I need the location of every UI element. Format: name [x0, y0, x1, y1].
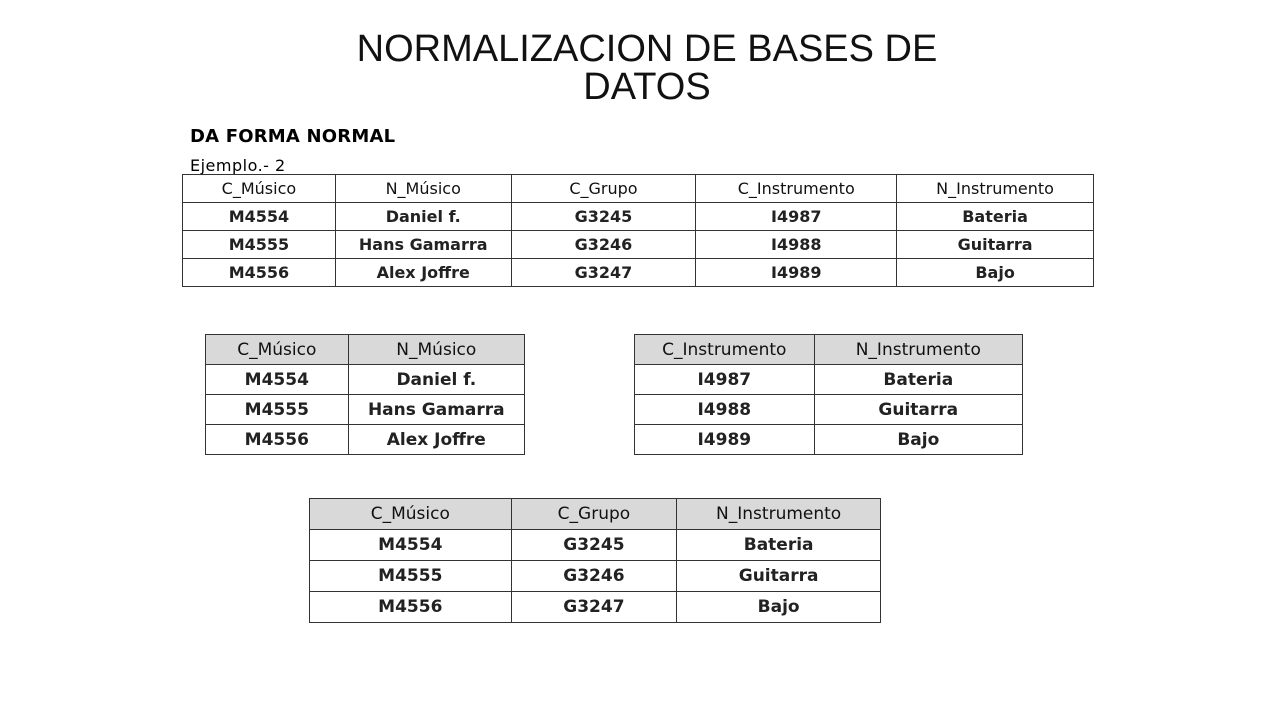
grupo-table [309, 498, 881, 623]
column-header: N_Músico [335, 175, 511, 203]
table-cell: M4555 [310, 561, 512, 592]
table-cell: I4987 [635, 365, 815, 395]
table-cell: Bajo [897, 259, 1094, 287]
table-cell: G3246 [511, 231, 696, 259]
table-cell: Daniel f. [348, 365, 524, 395]
table-cell: M4554 [206, 365, 349, 395]
table-row [183, 259, 1094, 287]
slide-title [300, 30, 994, 106]
table-cell: I4989 [635, 425, 815, 455]
table-cell: Guitarra [897, 231, 1094, 259]
table-header-row [635, 335, 1023, 365]
table-row [206, 395, 525, 425]
table-cell: Bateria [814, 365, 1022, 395]
table-header-row [310, 499, 881, 530]
table-row [183, 203, 1094, 231]
column-header: C_Músico [206, 335, 349, 365]
main-table [182, 174, 1094, 287]
table-cell: G3245 [511, 530, 677, 561]
example-label: Ejemplo.- 2 [190, 156, 286, 175]
column-header: C_Músico [183, 175, 336, 203]
table-row [635, 365, 1023, 395]
column-header: C_Instrumento [696, 175, 897, 203]
table-row [206, 425, 525, 455]
table-cell: Guitarra [677, 561, 881, 592]
table-header-row [183, 175, 1094, 203]
table-cell: M4556 [310, 592, 512, 623]
column-header: C_Grupo [511, 175, 696, 203]
section-subtitle: DA FORMA NORMAL [190, 126, 396, 147]
table-cell: Alex Joffre [348, 425, 524, 455]
column-header: C_Músico [310, 499, 512, 530]
table-cell: M4554 [310, 530, 512, 561]
table-cell: Bateria [897, 203, 1094, 231]
table-row [183, 231, 1094, 259]
table-cell: I4989 [696, 259, 897, 287]
table-cell: G3247 [511, 259, 696, 287]
table-row [635, 425, 1023, 455]
table-header-row [206, 335, 525, 365]
table-row [310, 561, 881, 592]
column-header: C_Instrumento [635, 335, 815, 365]
table-cell: I4988 [635, 395, 815, 425]
slide-title-line1: NORMALIZACION DE BASES DE [356, 28, 938, 70]
table-cell: G3247 [511, 592, 677, 623]
column-header: N_Instrumento [897, 175, 1094, 203]
table-cell: G3245 [511, 203, 696, 231]
table-cell: I4988 [696, 231, 897, 259]
slide-title-line2: DATOS [583, 66, 711, 108]
instrumentos-table [634, 334, 1023, 455]
table-cell: G3246 [511, 561, 677, 592]
musicos-table [205, 334, 525, 455]
table-cell: I4987 [696, 203, 897, 231]
table-cell: M4555 [206, 395, 349, 425]
table-cell: Alex Joffre [335, 259, 511, 287]
table-row [310, 592, 881, 623]
table-cell: Daniel f. [335, 203, 511, 231]
column-header: N_Instrumento [677, 499, 881, 530]
table-row [310, 530, 881, 561]
table-row [206, 365, 525, 395]
table-cell: Bajo [677, 592, 881, 623]
table-cell: Guitarra [814, 395, 1022, 425]
column-header: N_Músico [348, 335, 524, 365]
table-cell: Bateria [677, 530, 881, 561]
table-cell: M4554 [183, 203, 336, 231]
table-cell: Hans Gamarra [348, 395, 524, 425]
table-row [635, 395, 1023, 425]
table-cell: M4555 [183, 231, 336, 259]
table-cell: M4556 [183, 259, 336, 287]
column-header: N_Instrumento [814, 335, 1022, 365]
column-header: C_Grupo [511, 499, 677, 530]
table-cell: Hans Gamarra [335, 231, 511, 259]
table-cell: M4556 [206, 425, 349, 455]
table-cell: Bajo [814, 425, 1022, 455]
